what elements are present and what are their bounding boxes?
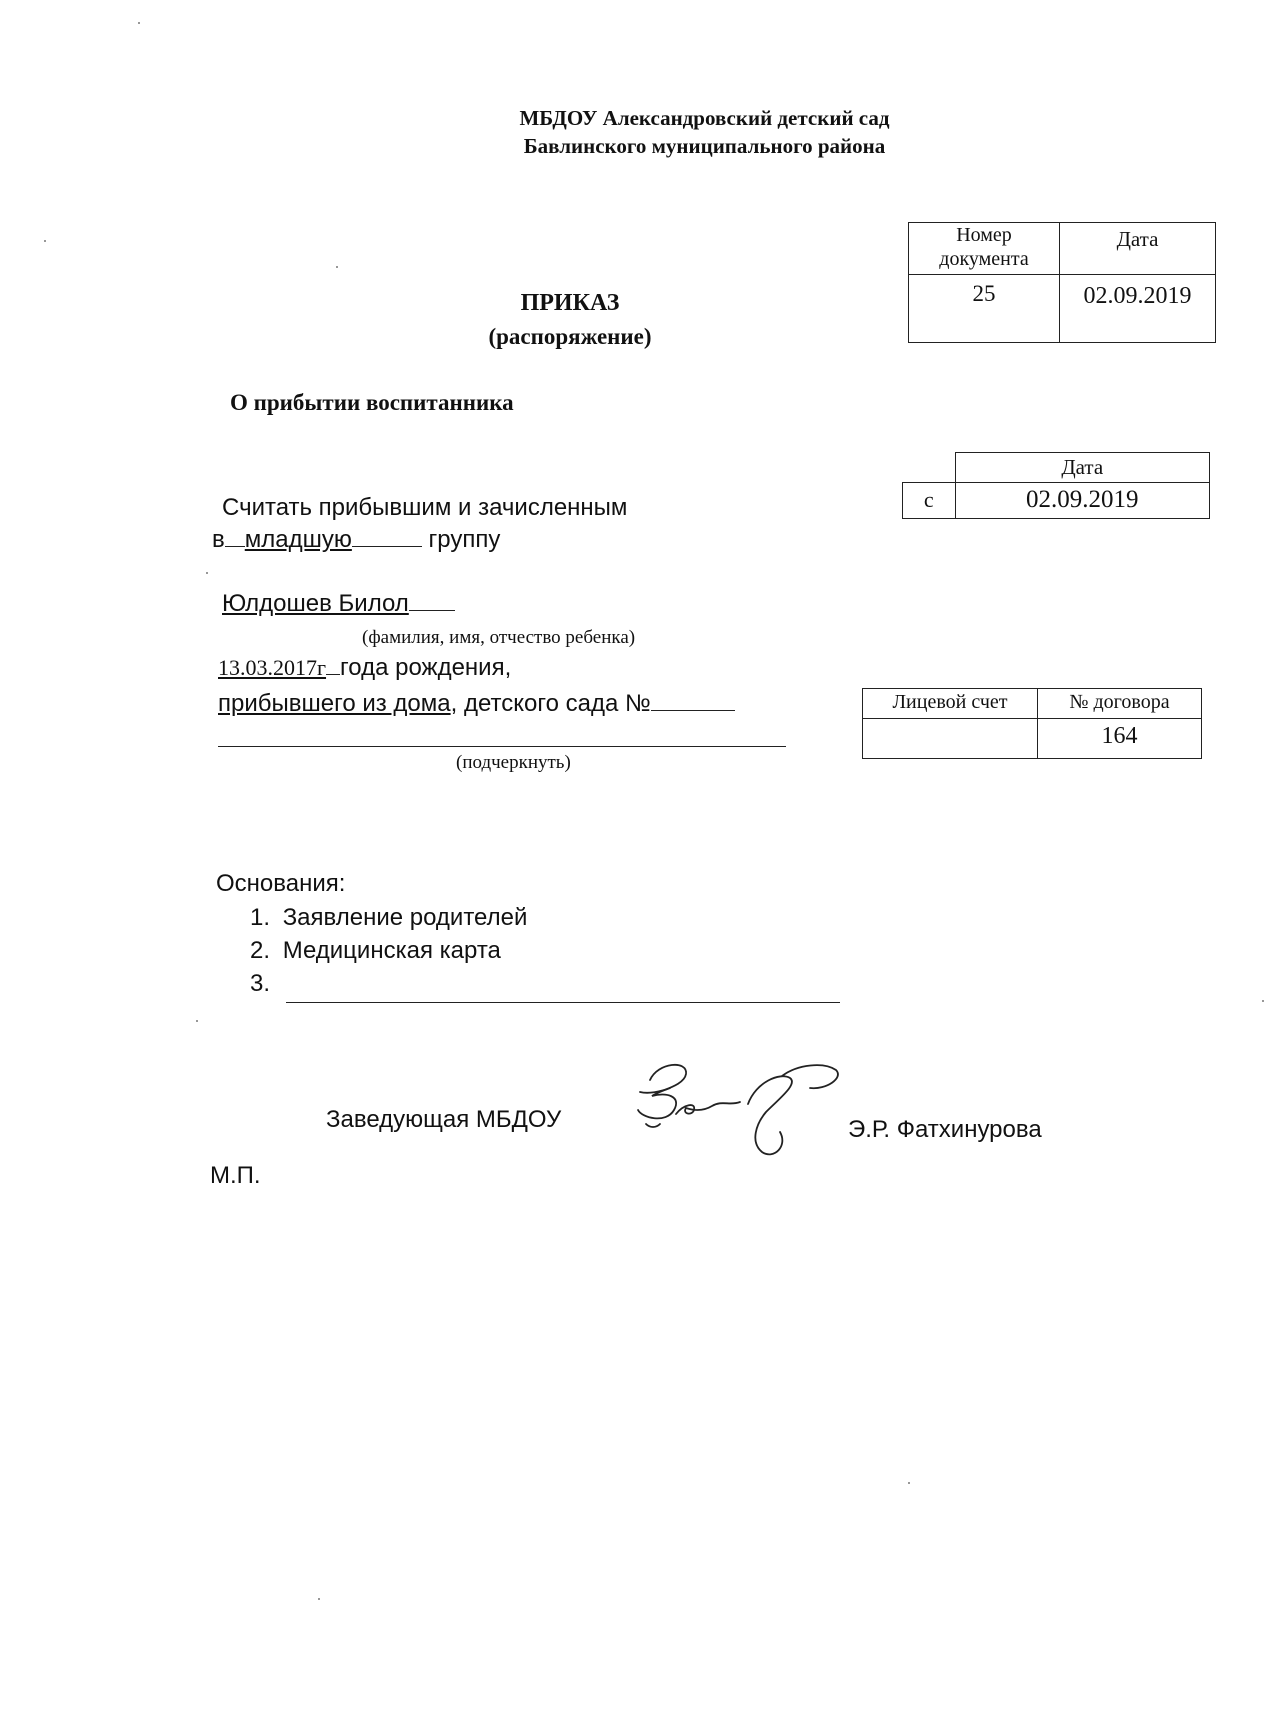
arrival-date-table [902,452,1210,519]
org-name-line2: Бавлинского муниципального района [523,134,886,158]
grounds-title: Основания: [216,870,346,897]
account-value [863,719,1038,759]
page-subtitle: (распоряжение) [488,324,652,349]
doc-number-value: 25 [909,275,1060,343]
arrived-line [218,690,735,718]
order-subject: О прибытии воспитанника [230,390,514,415]
arrived-blank-line [218,746,786,747]
doc-date-value: 02.09.2019 [1060,275,1216,343]
group-value: младшую [244,526,352,553]
birth-date: 13.03.2017г [218,655,327,680]
group-suffix: группу [428,526,501,553]
doc-number-header: Номер документа [909,223,1060,275]
doc-date-header: Дата [1060,223,1216,275]
handwritten-signature [630,1052,860,1182]
birth-line [218,654,511,682]
child-name-line [222,590,455,618]
birth-suffix: года рождения, [340,654,512,681]
signature-position: Заведующая МБДОУ [326,1106,562,1133]
group-line [212,526,500,554]
grounds-item-number: 3. [250,970,271,997]
grounds-item-1 [250,904,527,932]
account-header: Лицевой счет [863,689,1038,719]
arrival-date-value: 02.09.2019 [955,483,1210,519]
stamp-placeholder: М.П. [210,1162,261,1189]
body-line1: Считать прибывшим и зачисленным [222,494,628,521]
grounds-item-number: 1. [250,904,271,931]
page-title: ПРИКАЗ [520,290,620,316]
grounds-item-2 [250,937,501,965]
doc-number-table [908,222,1216,343]
grounds-item-3 [250,970,270,998]
arrived-rest: , детского сада № [450,690,651,717]
grounds-item-text: Медицинская карта [282,937,501,964]
arrival-date-header: Дата [955,453,1210,483]
grounds-item-3-blank-line [286,1002,840,1003]
group-prefix: в [212,526,225,553]
grounds-item-text: Заявление родителей [282,904,528,931]
grounds-item-number: 2. [250,937,271,964]
child-name: Юлдошев Билол [222,590,409,617]
org-name-line1: МБДОУ Александровский детский сад [519,106,890,130]
arrived-from: прибывшего из дома [218,690,451,717]
underline-caption: (подчеркнуть) [456,752,571,773]
signature-name: Э.Р. Фатхинурова [848,1116,1042,1143]
arrival-date-prefix: с [903,483,956,519]
contract-value: 164 [1038,719,1202,759]
contract-header: № договора [1038,689,1202,719]
child-name-caption: (фамилия, имя, отчество ребенка) [362,627,636,648]
account-table [862,688,1202,759]
